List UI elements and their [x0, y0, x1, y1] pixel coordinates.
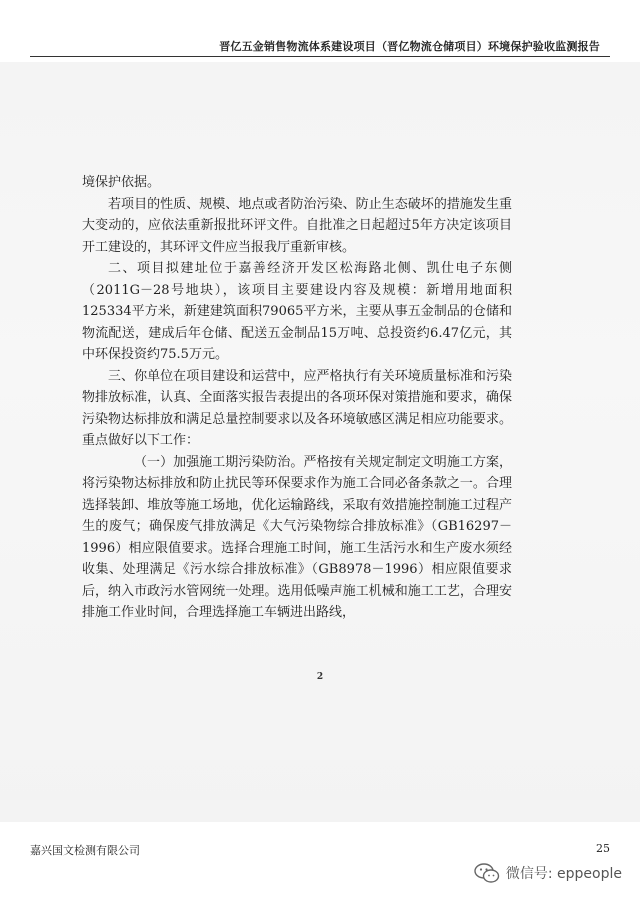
paragraph-5: （一）加强施工期污染防治。严格按有关规定制定文明施工方案，将污染物达标排放和防止扰民等环保要求作为施工合同必备条款之一。合理选择装卸、堆放等施工场地，优化运输路线，采取有效措施控制施工过程产生的废气；确保废气排放满足《大气污染物综合排放标准》（GB16297－1996）相应限值要求。选择合理施工时间，施工生活污水和生产废水须经收集、处理满足《污水综合排放标准》（GB8978－1996）相应限值要求后，纳入市政污水管网统一处理。选用低噪声施工机械和施工工艺，合理安排施工作业时间，合理选择施工车辆进出路线， [82, 454, 512, 620]
scanned-page-number: 2 [316, 672, 324, 682]
paragraph-3: 二、项目拟建址位于嘉善经济开发区松海路北侧、凯仕电子东侧（2011G－28号地块），该项目主要建设内容及规模：新增用地面积125334平方米，新建建筑面积79065平方米，主要从事五金制品的仓储和物流配送，建成后年仓储、配送五金制品15万吨、总投资约6.47亿元，其中环保投资约75.5万元。 [82, 261, 512, 362]
paragraph-2: 若项目的性质、规模、地点或者防治污染、防止生态破坏的措施发生重大变动的，应依法重新报批环评文件。自批准之日起超过5年方决定该项目开工建设的，其环评文件应当报我厅重新审核。 [82, 196, 512, 255]
header-divider [30, 56, 610, 57]
page-header [0, 0, 640, 58]
report-title: 晋亿五金销售物流体系建设项目（晋亿物流仓储项目）环境保护验收监测报告 [219, 40, 600, 53]
watermark-text: 微信号: eppeople [505, 866, 622, 882]
paragraph-4: 三、你单位在项目建设和运营中，应严格执行有关环境质量标准和污染物排放标准，认真、全面落实报告表提出的各项环保对策措施和要求，确保污染物达标排放和满足总量控制要求以及各环境敏感区满足相应功能要求。重点做好以下工作： [82, 368, 512, 448]
paragraph-1: 境保护依据。 [82, 175, 161, 190]
wechat-icon [474, 862, 500, 884]
footer-company-name: 嘉兴国文检测有限公司 [30, 844, 140, 857]
scanned-document-body [82, 172, 512, 624]
scanned-page-image [0, 62, 640, 822]
footer-page-number: 25 [596, 842, 610, 855]
wechat-watermark [474, 862, 622, 884]
